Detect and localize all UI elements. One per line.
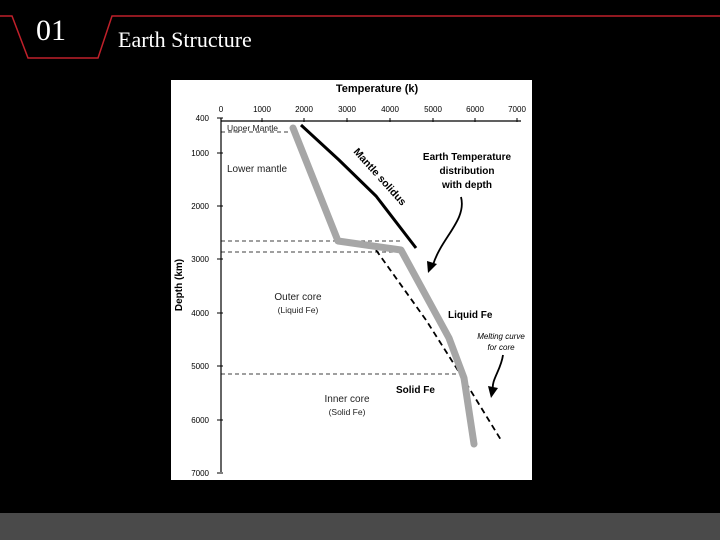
inner-core-sub-label: (Solid Fe) xyxy=(328,407,366,417)
x-tick: 0 xyxy=(218,105,224,114)
melting-curve-arrow-head xyxy=(488,386,498,398)
earth-temperature-figure xyxy=(171,80,532,480)
inner-core-label: Inner core xyxy=(324,394,370,405)
y-tick: 5000 xyxy=(191,362,209,371)
x-tick: 5000 xyxy=(424,105,442,114)
upper-mantle-label: Upper Mantle xyxy=(227,123,279,133)
y-tick: 3000 xyxy=(191,255,209,264)
temperature-arrow-head xyxy=(427,261,437,273)
melting-curve-label-2: for core xyxy=(487,343,515,352)
x-tick: 6000 xyxy=(466,105,484,114)
y-tick: 7000 xyxy=(191,469,209,478)
x-tick: 1000 xyxy=(253,105,271,114)
melting-curve-label: Melting curve xyxy=(477,332,525,341)
y-tick: 400 xyxy=(195,114,209,123)
y-tick: 2000 xyxy=(191,202,209,211)
outer-core-label: Outer core xyxy=(274,292,322,303)
x-tick: 3000 xyxy=(338,105,356,114)
lower-mantle-label: Lower mantle xyxy=(227,164,288,175)
outer-core-sub-label: (Liquid Fe) xyxy=(277,305,319,315)
y-tick-marks xyxy=(217,118,223,473)
temperature-distribution-label: Earth Temperature xyxy=(422,152,512,163)
x-tick: 7000 xyxy=(508,105,526,114)
mantle-solidus-label: Mantle solidus xyxy=(350,145,409,209)
header-frame xyxy=(0,0,720,60)
footer-bar xyxy=(0,513,720,540)
slide-number: 01 xyxy=(36,14,66,47)
x-axis-title: Temperature (k) xyxy=(335,83,419,95)
melting-curve-arrow xyxy=(493,355,503,390)
temperature-distribution-label-3: with depth xyxy=(442,180,492,191)
y-tick: 1000 xyxy=(191,149,209,158)
header-frame-lines xyxy=(0,16,720,58)
y-axis-title: Depth (km) xyxy=(174,258,185,312)
y-tick: 4000 xyxy=(191,309,209,318)
figure-canvas xyxy=(171,80,532,480)
slide-title: Earth Structure xyxy=(118,27,252,52)
temperature-arrow xyxy=(433,197,462,265)
core-melting-curve xyxy=(376,250,501,440)
x-tick: 4000 xyxy=(381,105,399,114)
liquid-fe-label: Liquid Fe xyxy=(448,310,493,321)
temperature-distribution-label-2: distribution xyxy=(439,166,495,177)
x-tick: 2000 xyxy=(295,105,313,114)
solid-fe-label: Solid Fe xyxy=(396,385,435,396)
y-tick: 6000 xyxy=(191,416,209,425)
